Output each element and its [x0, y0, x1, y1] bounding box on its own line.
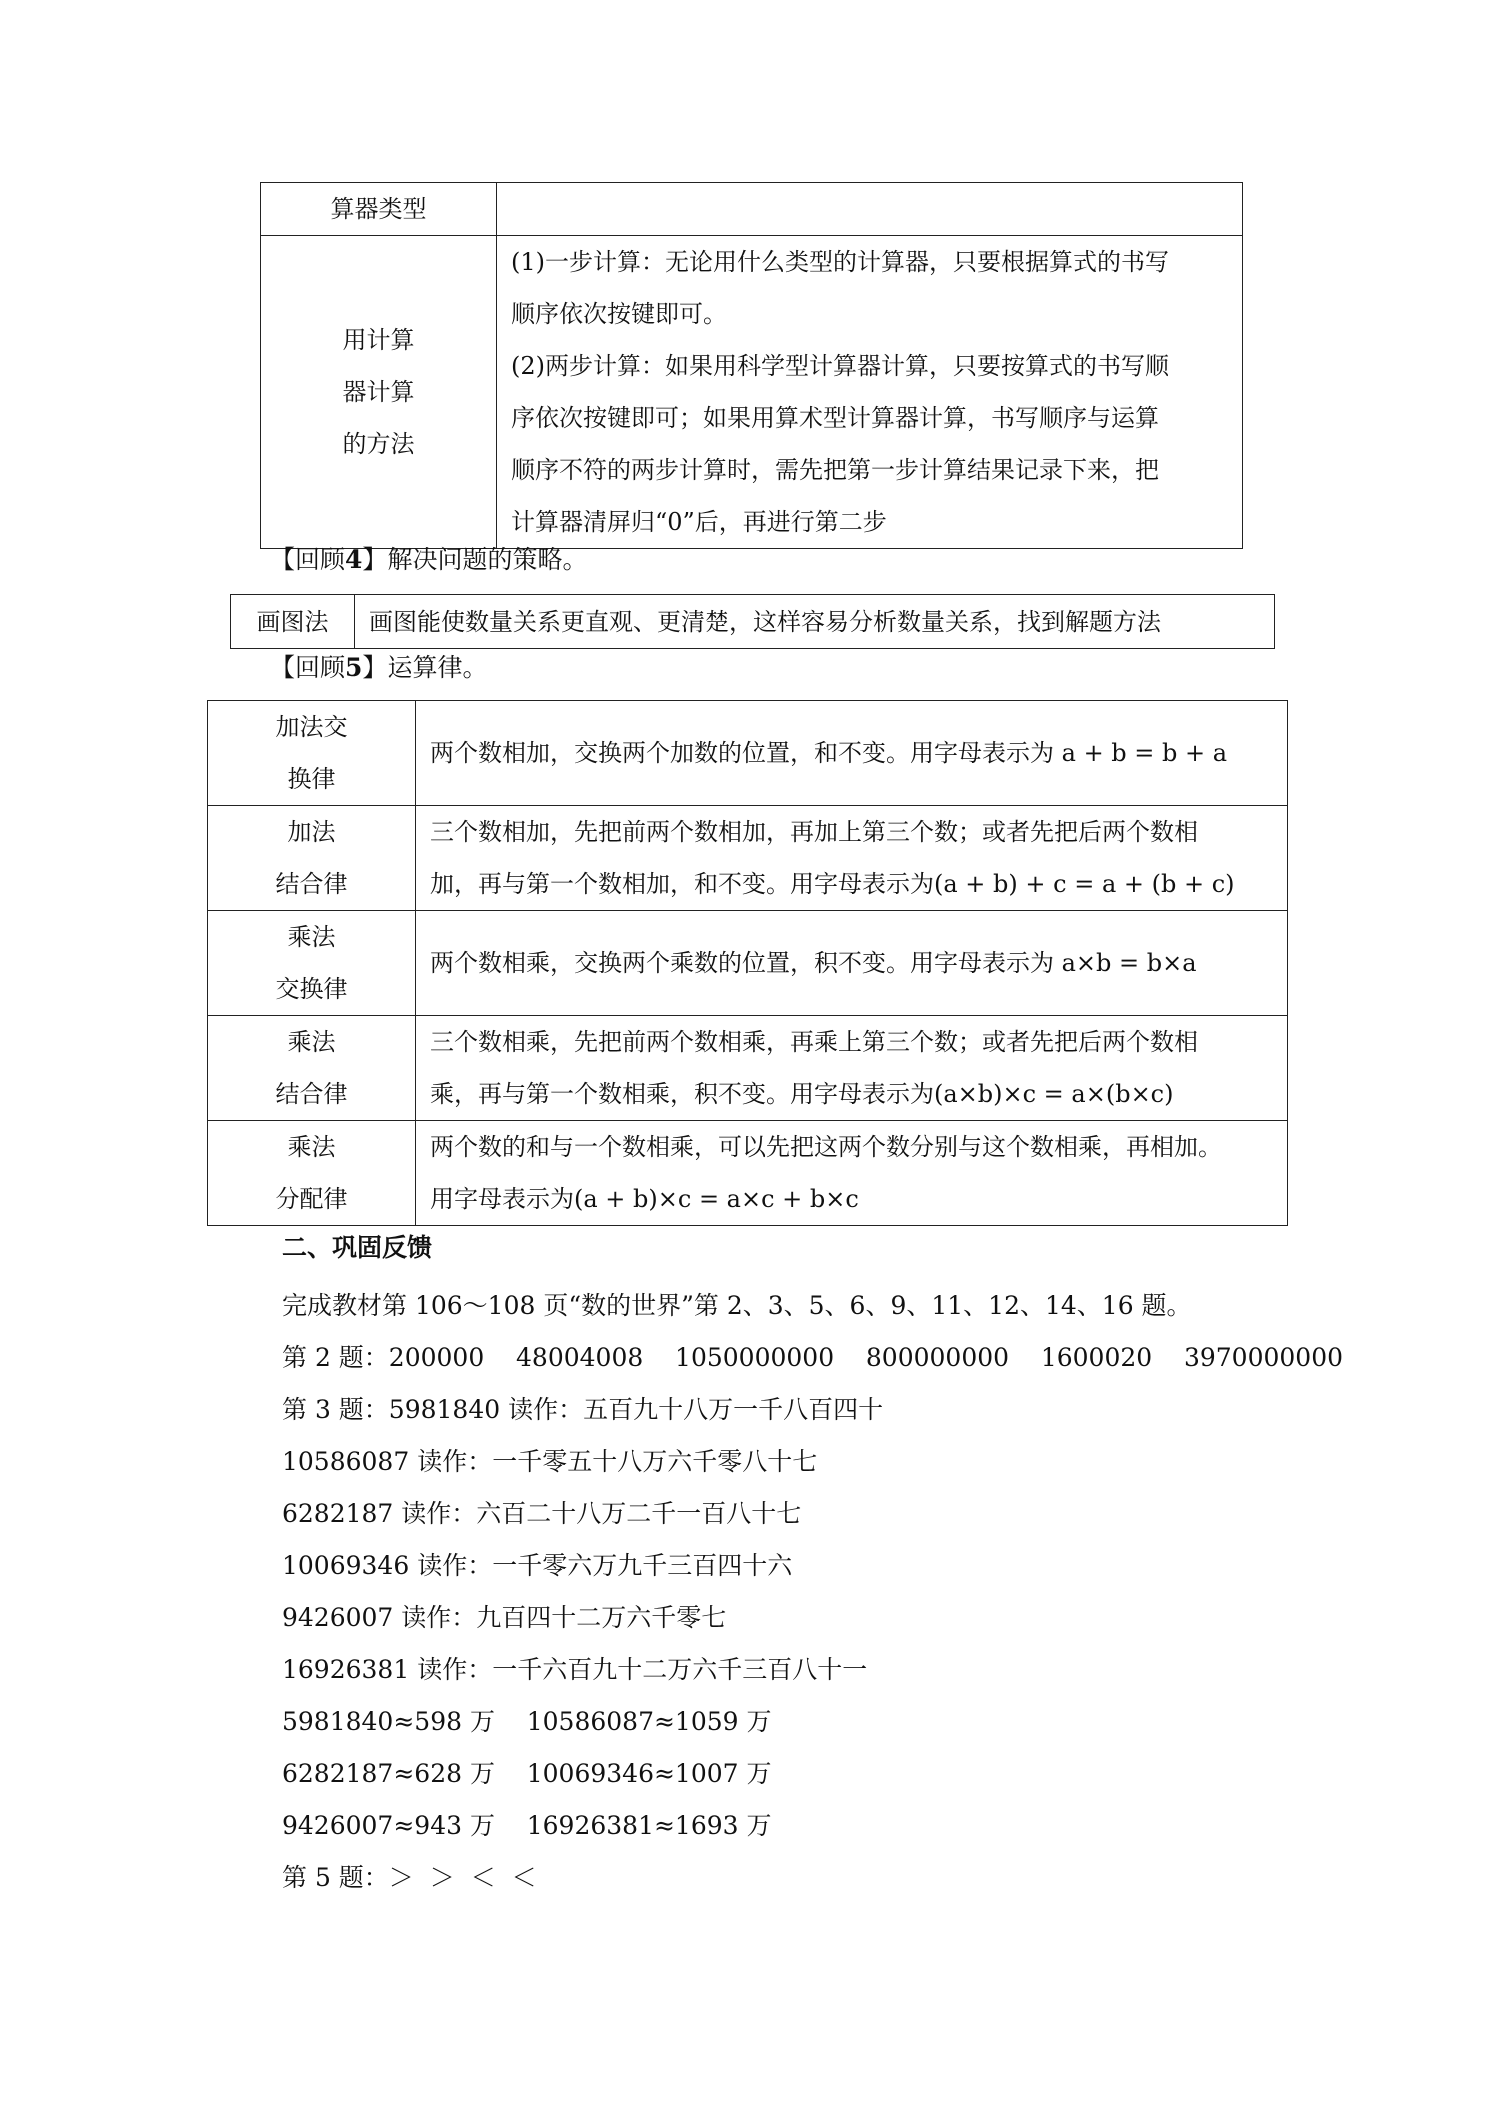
calculator-type-label: 算器类型	[261, 183, 497, 236]
value-line: 加，再与第一个数相加，和不变。用字母表示为(a + b) + c = a + (b + c)	[430, 870, 1235, 898]
key-line: 器计算	[342, 378, 415, 406]
key-line: 用计算	[342, 326, 415, 354]
table-row	[208, 911, 1288, 1016]
review-text: 解决问题的策略。	[387, 545, 588, 574]
key-line: 的方法	[342, 430, 415, 458]
value-line: 顺序依次按键即可。	[511, 300, 727, 328]
key-line: 乘法	[287, 923, 336, 951]
table-row	[208, 1121, 1288, 1226]
section-body	[282, 1288, 1344, 1912]
value-line: 两个数的和与一个数相乘，可以先把这两个数分别与这个数相乘，再相加。	[430, 1133, 1222, 1161]
laws-table	[207, 700, 1288, 1226]
key-line: 交换律	[275, 975, 348, 1003]
value-line: 三个数相乘，先把前两个数相乘，再乘上第三个数；或者先把后两个数相	[430, 1028, 1198, 1056]
text-line: 6282187 读作：六百二十八万二千一百八十七	[282, 1499, 802, 1528]
law-name	[208, 701, 416, 806]
text-line: 第 3 题：5981840 读作：五百九十八万一千八百四十	[282, 1395, 884, 1424]
key-line: 乘法	[287, 1028, 336, 1056]
table-row	[208, 1016, 1288, 1121]
text-line: 9426007 读作：九百四十二万六千零七	[282, 1603, 727, 1632]
law-name	[208, 911, 416, 1016]
calculator-method-label	[261, 236, 497, 549]
key-line: 加法	[287, 818, 336, 846]
law-description	[416, 911, 1288, 1016]
value-line: 三个数相加，先把前两个数相加，再加上第三个数；或者先把后两个数相	[430, 818, 1198, 846]
review-text: 运算律。	[387, 653, 488, 682]
bracket-open: 【回顾	[270, 653, 346, 682]
bracket-close: 】	[362, 653, 388, 682]
value-line: 序依次按键即可；如果用算术型计算器计算，书写顺序与运算	[511, 404, 1159, 432]
law-description	[416, 1016, 1288, 1121]
value-line: 用字母表示为(a + b)×c = a×c + b×c	[430, 1185, 859, 1213]
value-line: 计算器清屏归“0”后，再进行第二步	[511, 508, 887, 536]
law-name	[208, 1121, 416, 1226]
key-line: 结合律	[275, 870, 348, 898]
text-line: 10586087 读作：一千零五十八万六千零八十七	[282, 1447, 818, 1476]
law-name	[208, 1016, 416, 1121]
value-line: 两个数相乘，交换两个乘数的位置，积不变。用字母表示为 a×b = b×a	[430, 949, 1197, 977]
section-heading: 二、巩固反馈	[282, 1233, 433, 1262]
strategy-value: 画图能使数量关系更直观、更清楚，这样容易分析数量关系，找到解题方法	[355, 595, 1275, 649]
review-5-heading	[270, 650, 487, 686]
strategy-table	[230, 594, 1275, 649]
review-4-heading	[270, 542, 587, 578]
table-row	[208, 806, 1288, 911]
text-line: 16926381 读作：一千六百九十二万六千三百八十一	[282, 1655, 868, 1684]
text-line: 5981840≈598 万 10586087≈1059 万	[282, 1707, 772, 1736]
text-line: 6282187≈628 万 10069346≈1007 万	[282, 1759, 772, 1788]
calculator-method-value	[497, 236, 1243, 549]
law-description	[416, 806, 1288, 911]
key-line: 乘法	[287, 1133, 336, 1161]
review-number: 5	[345, 653, 363, 682]
value-line: (2)两步计算：如果用科学型计算器计算，只要按算式的书写顺	[511, 352, 1169, 380]
calculator-type-value	[497, 183, 1243, 236]
text-line: 第 5 题：＞ ＞ ＜ ＜	[282, 1863, 537, 1892]
key-line: 分配律	[275, 1185, 348, 1213]
key-line: 结合律	[275, 1080, 348, 1108]
text-line: 9426007≈943 万 16926381≈1693 万	[282, 1811, 772, 1840]
value-line: 两个数相加，交换两个加数的位置，和不变。用字母表示为 a + b = b + a	[430, 739, 1228, 767]
key-line: 加法交	[275, 713, 348, 741]
text-line: 完成教材第 106～108 页“数的世界”第 2、3、5、6、9、11、12、14、16 题。	[282, 1291, 1192, 1320]
strategy-label: 画图法	[231, 595, 355, 649]
value-line: 乘，再与第一个数相乘，积不变。用字母表示为(a×b)×c = a×(b×c)	[430, 1080, 1174, 1108]
bracket-open: 【回顾	[270, 545, 346, 574]
key-line: 换律	[287, 765, 336, 793]
law-description	[416, 701, 1288, 806]
review-number: 4	[345, 545, 363, 574]
table-row	[208, 701, 1288, 806]
value-line: 顺序不符的两步计算时，需先把第一步计算结果记录下来，把	[511, 456, 1159, 484]
value-line: (1)一步计算：无论用什么类型的计算器，只要根据算式的书写	[511, 248, 1169, 276]
text-line: 第 2 题：200000 48004008 1050000000 800000000 1600020 3970000000	[282, 1343, 1344, 1372]
calculator-table	[260, 182, 1243, 549]
bracket-close: 】	[362, 545, 388, 574]
law-description	[416, 1121, 1288, 1226]
text-line: 10069346 读作：一千零六万九千三百四十六	[282, 1551, 793, 1580]
law-name	[208, 806, 416, 911]
